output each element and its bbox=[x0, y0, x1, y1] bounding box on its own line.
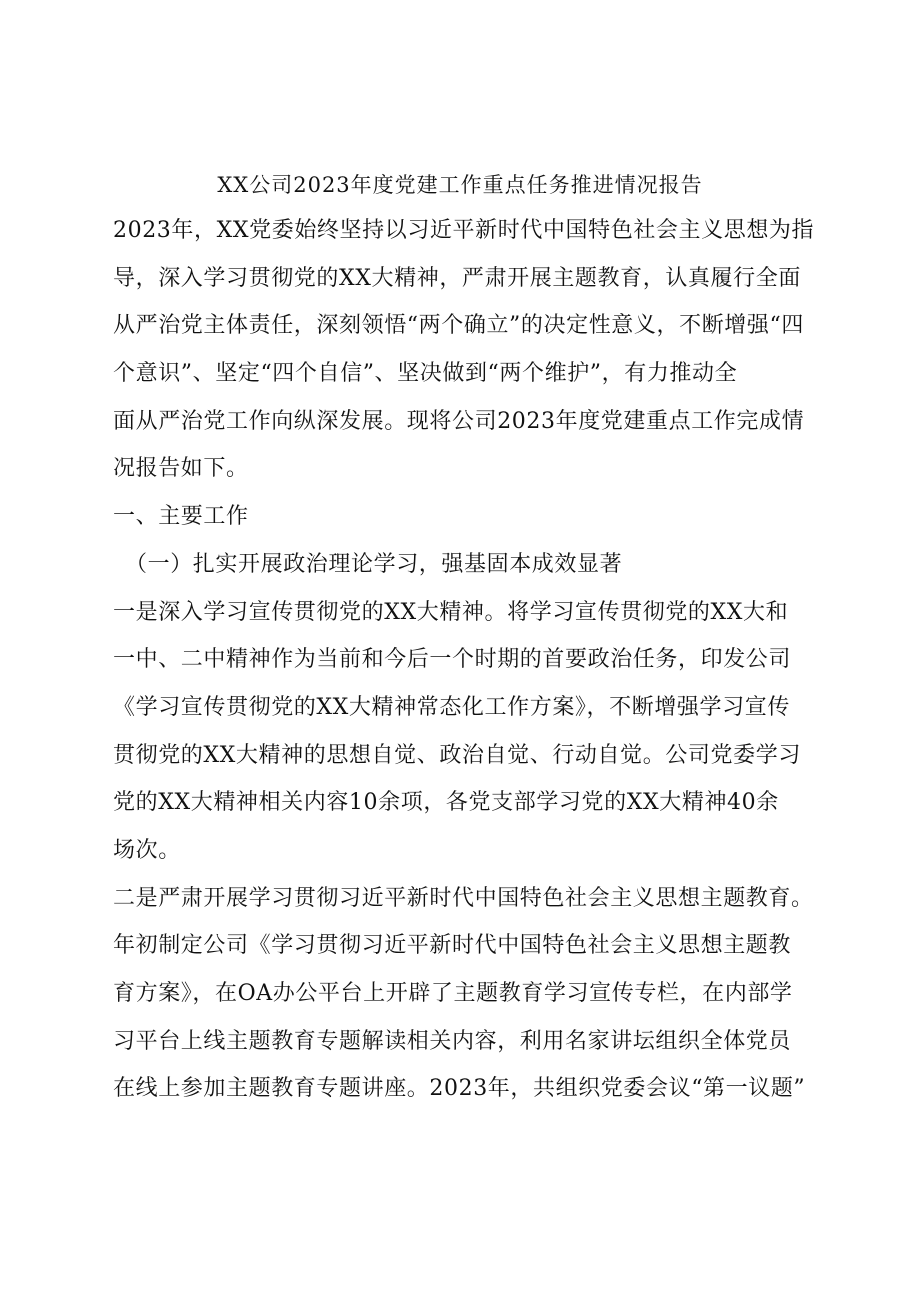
body-line: 《学习宣传贯彻党的XX大精神常态化工作方案》，不断增强学习宣传 bbox=[113, 694, 790, 720]
subsection-heading: （一）扎实开展政治理论学习，强基固本成效显著 bbox=[125, 551, 623, 577]
body-line: 况报告如下。 bbox=[113, 456, 249, 482]
body-line: 一中、二中精神作为当前和今后一个时期的首要政治任务，印发公司 bbox=[113, 647, 792, 673]
body-line: 个意识”、坚定“四个自信”、坚决做到“两个维护”，有力推动全 bbox=[113, 361, 738, 387]
body-line: 场次。 bbox=[113, 837, 181, 863]
body-line: 二是严肃开展学习贯彻习近平新时代中国特色社会主义思想主题教育。 bbox=[113, 885, 814, 911]
body-line: 党的XX大精神相关内容10余项，各党支部学习党的XX大精神40余 bbox=[113, 790, 779, 816]
section-heading: 一、主要工作 bbox=[113, 504, 249, 530]
body-line: 贯彻党的XX大精神的思想自觉、政治自觉、行动自觉。公司党委学习 bbox=[113, 742, 801, 768]
document-body bbox=[113, 207, 825, 1113]
body-line: 育方案》，在OA办公平台上开辟了主题教育学习宣传专栏，在内部学 bbox=[113, 981, 793, 1006]
document-title: XX公司2023年度党建工作重点任务推进情况报告 bbox=[217, 173, 703, 197]
body-line: 从严治党主体责任，深刻领悟“两个确立”的决定性意义，不断增强“四 bbox=[113, 313, 804, 339]
body-line: 习平台上线主题教育专题解读相关内容，利用名家讲坛组织全体党员 bbox=[113, 1028, 792, 1054]
body-line: 导，深入学习贯彻党的XX大精神，严肃开展主题教育，认真履行全面 bbox=[113, 265, 801, 291]
body-line: 一是深入学习宣传贯彻党的XX大精神。将学习宣传贯彻党的XX大和 bbox=[113, 599, 789, 625]
body-line: 在线上参加主题教育专题讲座。2023年，共组织党委会议“第一议题” bbox=[113, 1076, 806, 1102]
body-line: 面从严治党工作向纵深发展。现将公司2023年度党建重点工作完成情 bbox=[113, 408, 805, 434]
body-line: 2023年，XX党委始终坚持以习近平新时代中国特色社会主义思想为指 bbox=[113, 218, 815, 243]
body-line: 年初制定公司《学习贯彻习近平新时代中国特色社会主义思想主题教 bbox=[113, 933, 792, 959]
